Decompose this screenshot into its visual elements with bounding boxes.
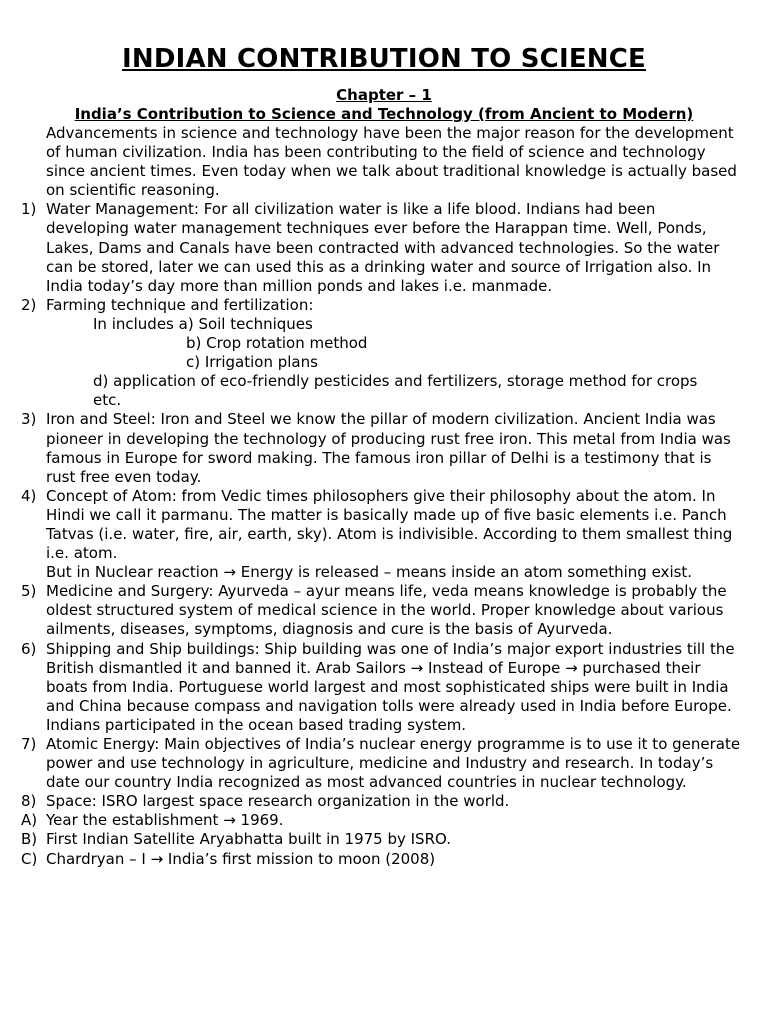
intro-paragraph: Advancements in science and technology have been the major reason for the development of human civilization. India has been contributing to the field of science and technology since ancient times. Even today when we talk about traditional knowledge is actually based on scientific reasoning. [46,124,737,200]
list-number: 7) [21,735,37,753]
list-letter: B) [21,830,38,849]
list-number: 4) [21,486,37,505]
chapter-subtitle: India’s Contribution to Science and Technology (from Ancient to Modern) [74,105,694,123]
list-item-text: Year the establishment → 1969. [46,811,284,830]
list-item-shipping [21,640,741,735]
list-item-text: Iron and Steel: Iron and Steel we know the pillar of modern civilization. Ancient India was pioneer in developing the technology of producing rust free iron. This metal from India was famous in Europe for sword making. The famous iron pillar of Delhi is a testimony that is rust free even today. [46,410,731,486]
farming-sub-c: c) Irrigation plans [186,353,318,372]
farming-sub-d: d) application of eco-friendly pesticides and fertilizers, storage method for crops etc. [93,372,698,410]
list-item-text: Concept of Atom: from Vedic times philosophers give their philosophy about the atom. In Hindi we call it parmanu. The matter is basically made up of five basic elements i.e. Panch Tatvas (i.e. water, fire, air, earth, sky). Atom is indivisible. According to them smallest thing i.e. atom. [46,486,733,563]
list-item-text: Space: ISRO largest space research organization in the world. [46,792,510,811]
list-item-atomic-energy [21,735,741,792]
list-number: 2) [21,295,37,314]
document-title: INDIAN CONTRIBUTION TO SCIENCE [122,44,646,74]
chapter-heading: Chapter – 1 [336,86,432,104]
list-item-space [21,792,741,811]
list-item-farming [21,296,741,315]
list-item-text: Water Management: For all civilization water is like a life blood. Indians had been developing water management techniques ever before the Harappan time. Well, Ponds, Lakes, Dams and Canals have been contracted with advanced technologies. So the water can be stored, later we can used this as a drinking water and source of Irrigation also. In India today’s day more than million ponds and lakes i.e. manmade. [46,200,720,295]
document-body [21,124,741,869]
list-number: 1) [21,200,37,219]
list-item-text: Atomic Energy: Main objectives of India’s nuclear energy programme is to use it to generate power and use technology in agriculture, medicine and Industry and research. In today’s date our country India recognized as most advanced countries in nuclear technology. [46,735,741,792]
list-number: 8) [21,792,37,811]
list-item-space-b [21,830,741,849]
list-item-text: First Indian Satellite Aryabhatta built in 1975 by ISRO. [46,830,451,849]
atom-continuation: But in Nuclear reaction → Energy is released – means inside an atom something exist. [46,563,693,582]
farming-sub-b: b) Crop rotation method [186,334,368,353]
list-item-space-a [21,811,741,830]
list-item-text: Chardryan – I → India’s first mission to moon (2008) [46,849,436,868]
list-item-medicine [21,582,741,639]
farming-sub-intro: In includes a) Soil techniques [93,314,313,333]
list-item-atom [21,487,741,563]
list-item-iron-steel [21,410,741,486]
list-letter: C) [21,849,38,868]
list-number: 3) [21,410,37,429]
list-number: 5) [21,582,37,601]
list-item-text: Farming technique and fertilization: [46,295,314,314]
list-letter: A) [21,811,38,830]
list-item-text: Medicine and Surgery: Ayurveda – ayur means life, veda means knowledge is probably the oldest structured system of medical science in the world. Proper knowledge about various ailments, diseases, symptoms, diagnosis and cure is the basis of Ayurveda. [46,582,727,639]
list-item-text: Shipping and Ship buildings: Ship building was one of India’s major export industries till the British dismantled it and banned it. Arab Sailors → Instead of Europe → purchased their boats from India. Portuguese world largest and most sophisticated ships were built in India and China because compass and navigation tolls were already used in India before Europe. Indians participated in the ocean based trading system. [46,639,735,734]
list-item-space-c [21,850,741,869]
list-item-water-management [21,200,741,295]
list-number: 6) [21,639,37,658]
